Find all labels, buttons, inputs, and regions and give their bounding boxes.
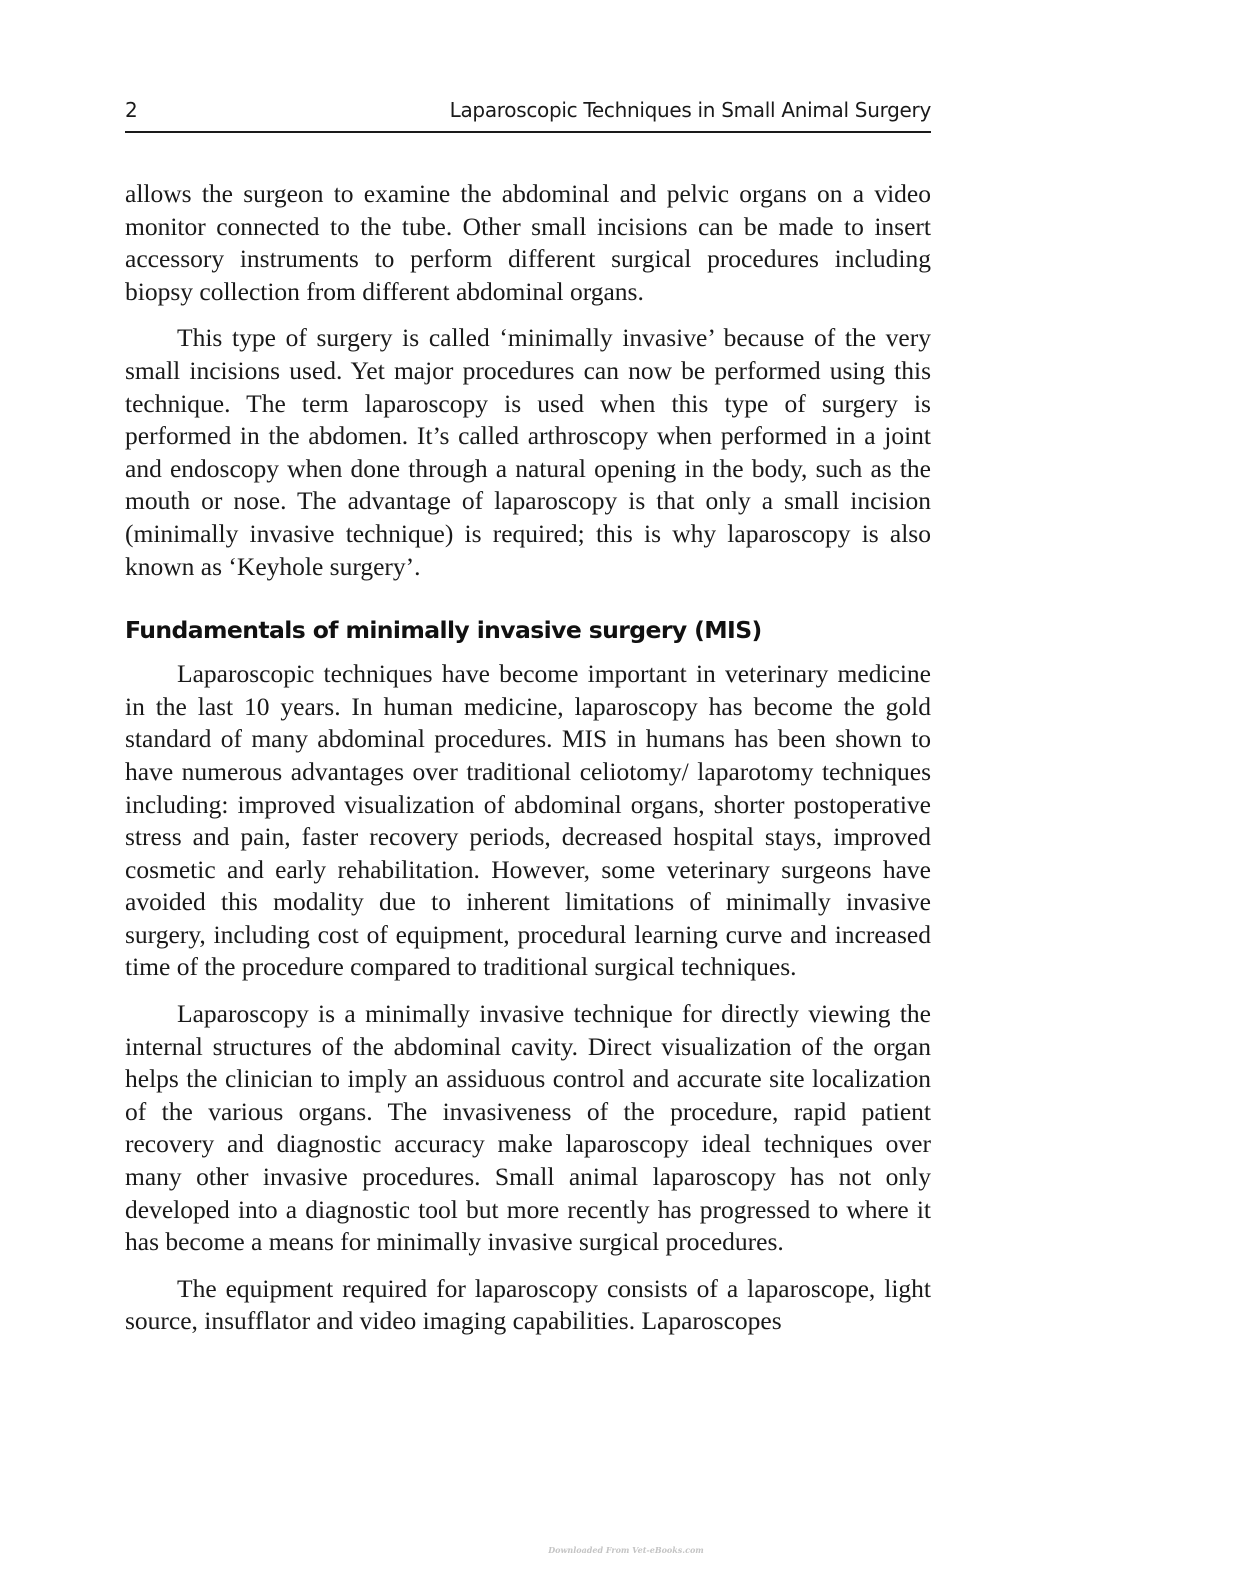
paragraph-continued: allows the surgeon to examine the abdominal and pelvic organs on a video monitor connected to the tube. Other small incisions can be made to insert accessory instruments to perform different surgical procedures including biopsy collection from different abdominal organs. (125, 179, 931, 306)
page-number: 2 (125, 98, 138, 122)
paragraph-laparoscopic-techniques: Laparoscopic techniques have become important in veterinary medicine in the last 10 years. In human medicine, laparoscopy has become the gold standard of many abdominal procedures. MIS in humans has been shown to have numerous advantages over traditional celiotomy/ laparotomy techniques including: improved visualization of abdominal organs, shorter postoperative stress and pain, faster recovery periods, decreased hospital stays, improved cosmetic and early rehabilitation. However, some veterinary surgeons have avoided this modality due to inherent limitations of minimally invasive surgery, including cost of equipment, procedural learning curve and increased time of the procedure compared to traditional surgical techniques. (125, 659, 931, 982)
paragraph-equipment: The equipment required for laparoscopy consists of a laparoscope, light source, insufflator and video imaging capabilities. Laparoscopes (125, 1273, 931, 1336)
book-page (125, 0, 931, 1590)
running-header (125, 93, 931, 133)
section-heading: Fundamentals of minimally invasive surgery (MIS) (125, 616, 762, 645)
footer-watermark: Downloaded From Vet-eBooks.com (548, 1545, 704, 1555)
body-text (125, 178, 931, 1338)
paragraph-minimally-invasive: This type of surgery is called ‘minimally invasive’ because of the very small incisions used. Yet major procedures can now be performed using this technique. The term laparoscopy is used when this type of surgery is performed in the abdomen. It’s called arthroscopy when performed in a joint and endoscopy when done through a natural opening in the body, such as the mouth or nose. The advantage of laparoscopy is that only a small incision (minimally invasive technique) is required; this is why laparoscopy is also known as ‘Keyhole surgery’. (125, 323, 931, 581)
running-title: Laparoscopic Techniques in Small Animal Surgery (449, 98, 931, 122)
paragraph-laparoscopy-definition: Laparoscopy is a minimally invasive technique for directly viewing the internal structures of the abdominal cavity. Direct visualization of the organ helps the clinician to imply an assiduous control and accurate site localization of the various organs. The invasiveness of the procedure, rapid patient recovery and diagnostic accuracy make laparoscopy ideal techniques over many other invasive procedures. Small animal laparoscopy has not only developed into a diagnostic tool but more recently has progressed to where it has become a means for minimally invasive surgical procedures. (125, 999, 931, 1257)
